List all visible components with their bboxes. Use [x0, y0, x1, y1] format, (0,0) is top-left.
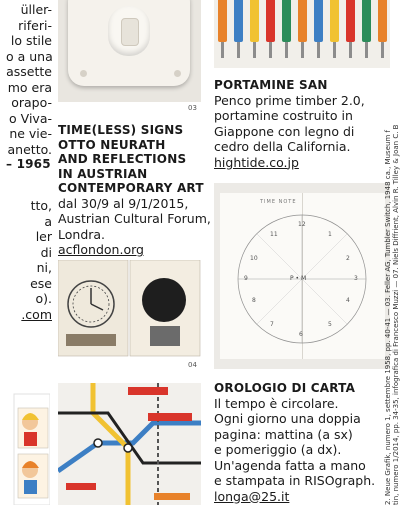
vertical-credits: [384, 0, 400, 505]
comic-illustration: [0, 390, 50, 505]
portamine-body-line: Penco prime timber 2.0,: [214, 92, 365, 108]
left-fragment-text: [6, 2, 52, 157]
portamine-body-line: portamine costruito in: [214, 108, 353, 123]
item-03-title-line: CONTEMPORARY ART: [58, 181, 204, 195]
clock-center-label: P • M: [290, 275, 307, 282]
notebook-header: TIME NOTE: [260, 199, 297, 205]
date-range: – 1965: [6, 157, 51, 171]
fragment-line: a: [44, 213, 52, 229]
comic-image: [0, 390, 50, 505]
fragment-line: lo stile: [10, 33, 52, 48]
clock-number: 11: [270, 231, 278, 238]
clock-number: 2: [346, 255, 350, 262]
clock-number: 1: [328, 231, 332, 238]
orologio-title: OROLOGIO DI CARTA: [214, 381, 356, 395]
orologio-body-line: Un'agenda fatta a mano: [214, 457, 366, 473]
clock-number: 8: [252, 297, 256, 304]
light-switch-image: [58, 0, 201, 102]
credits-line: tin, numero 1/2014, pp. 34-35, infografica di Francesco Muzzi — 07. Niels Diffrient, Alvin R. Tilley & Joan C. B: [392, 124, 400, 505]
fragment-line: ese: [30, 275, 52, 291]
portamine-text: [214, 78, 365, 170]
fragment-line: ni,: [36, 260, 52, 275]
item-03-link[interactable]: acflondon.org: [58, 242, 144, 257]
item-03-text: [58, 123, 211, 258]
orologio-text: [214, 381, 375, 504]
item-03-body-line: dal 30/9 al 9/1/2015,: [58, 195, 189, 211]
fragment-line: ne vie-: [9, 126, 52, 141]
fragment-line: orapo-: [11, 95, 52, 110]
transit-map-illustration: [58, 383, 201, 505]
orologio-body-line: Ogni giorno una doppia: [214, 411, 361, 426]
fragment-link[interactable]: .com: [21, 306, 52, 322]
fragment-line: anetto.: [7, 141, 52, 157]
fragment-line: o a una: [6, 48, 53, 64]
clock-number: 3: [354, 275, 358, 282]
clock-number: 7: [270, 321, 274, 328]
left-fragment-text-2: [6, 198, 52, 322]
image-number-03: 03: [188, 104, 197, 112]
item-03-title-line: IN AUSTRIAN: [58, 166, 148, 181]
portamine-title: PORTAMINE SAN: [214, 78, 328, 92]
clock-number: 4: [346, 297, 350, 304]
orologio-link[interactable]: longa@25.it: [214, 488, 290, 504]
fragment-line: o).: [35, 291, 52, 306]
image-number-04: 04: [188, 361, 197, 369]
portamine-body-line: cedro della California.: [214, 139, 351, 154]
fragment-line: o Viva-: [9, 110, 52, 126]
fragment-line: riferi-: [18, 17, 52, 33]
infographic-spread-image: [58, 260, 201, 358]
clock-number: 6: [299, 331, 303, 338]
item-03-body-line: Austrian Cultural Forum,: [58, 211, 211, 226]
mechanical-pencils-image: [214, 0, 390, 68]
fragment-line: üller-: [20, 2, 52, 17]
item-03-body-line: Londra.: [58, 226, 106, 242]
fragment-line: mo era: [7, 79, 52, 95]
fragment-line: assette: [6, 64, 52, 79]
orologio-body-line: e stampata in RISOgraph.: [214, 473, 376, 488]
credits-line: 2. Neue Grafik, numero 1, settembre 1958, pp. 40-41 — 03. Feller AG, Tumbler Switch, 1948 ca., Museum f: [384, 130, 392, 505]
fragment-line: tto,: [30, 198, 52, 213]
fragment-line: ler: [35, 229, 52, 244]
portamine-body-line: Giappone con legno di: [214, 123, 355, 139]
orologio-body-line: pagina: mattina (a sx): [214, 426, 353, 442]
paper-clock-notebook-image: [214, 183, 390, 369]
clock-number: 9: [244, 275, 248, 282]
item-03-title-line: OTTO NEURATH: [58, 137, 166, 152]
orologio-body-line: e pomeriggio (a dx).: [214, 442, 342, 457]
clock-number: 10: [250, 255, 258, 262]
item-03-title-line: TIME(LESS) SIGNS: [58, 123, 184, 137]
orologio-body-line: Il tempo è circolare.: [214, 395, 339, 411]
clock-number: 5: [328, 321, 332, 328]
clock-number: 12: [298, 221, 306, 228]
spread-illustration: [58, 260, 201, 358]
portamine-link[interactable]: hightide.co.jp: [214, 154, 299, 170]
transit-map-image: [58, 383, 201, 505]
fragment-line: di: [40, 244, 52, 260]
item-03-title-line: AND REFLECTIONS: [58, 152, 187, 166]
